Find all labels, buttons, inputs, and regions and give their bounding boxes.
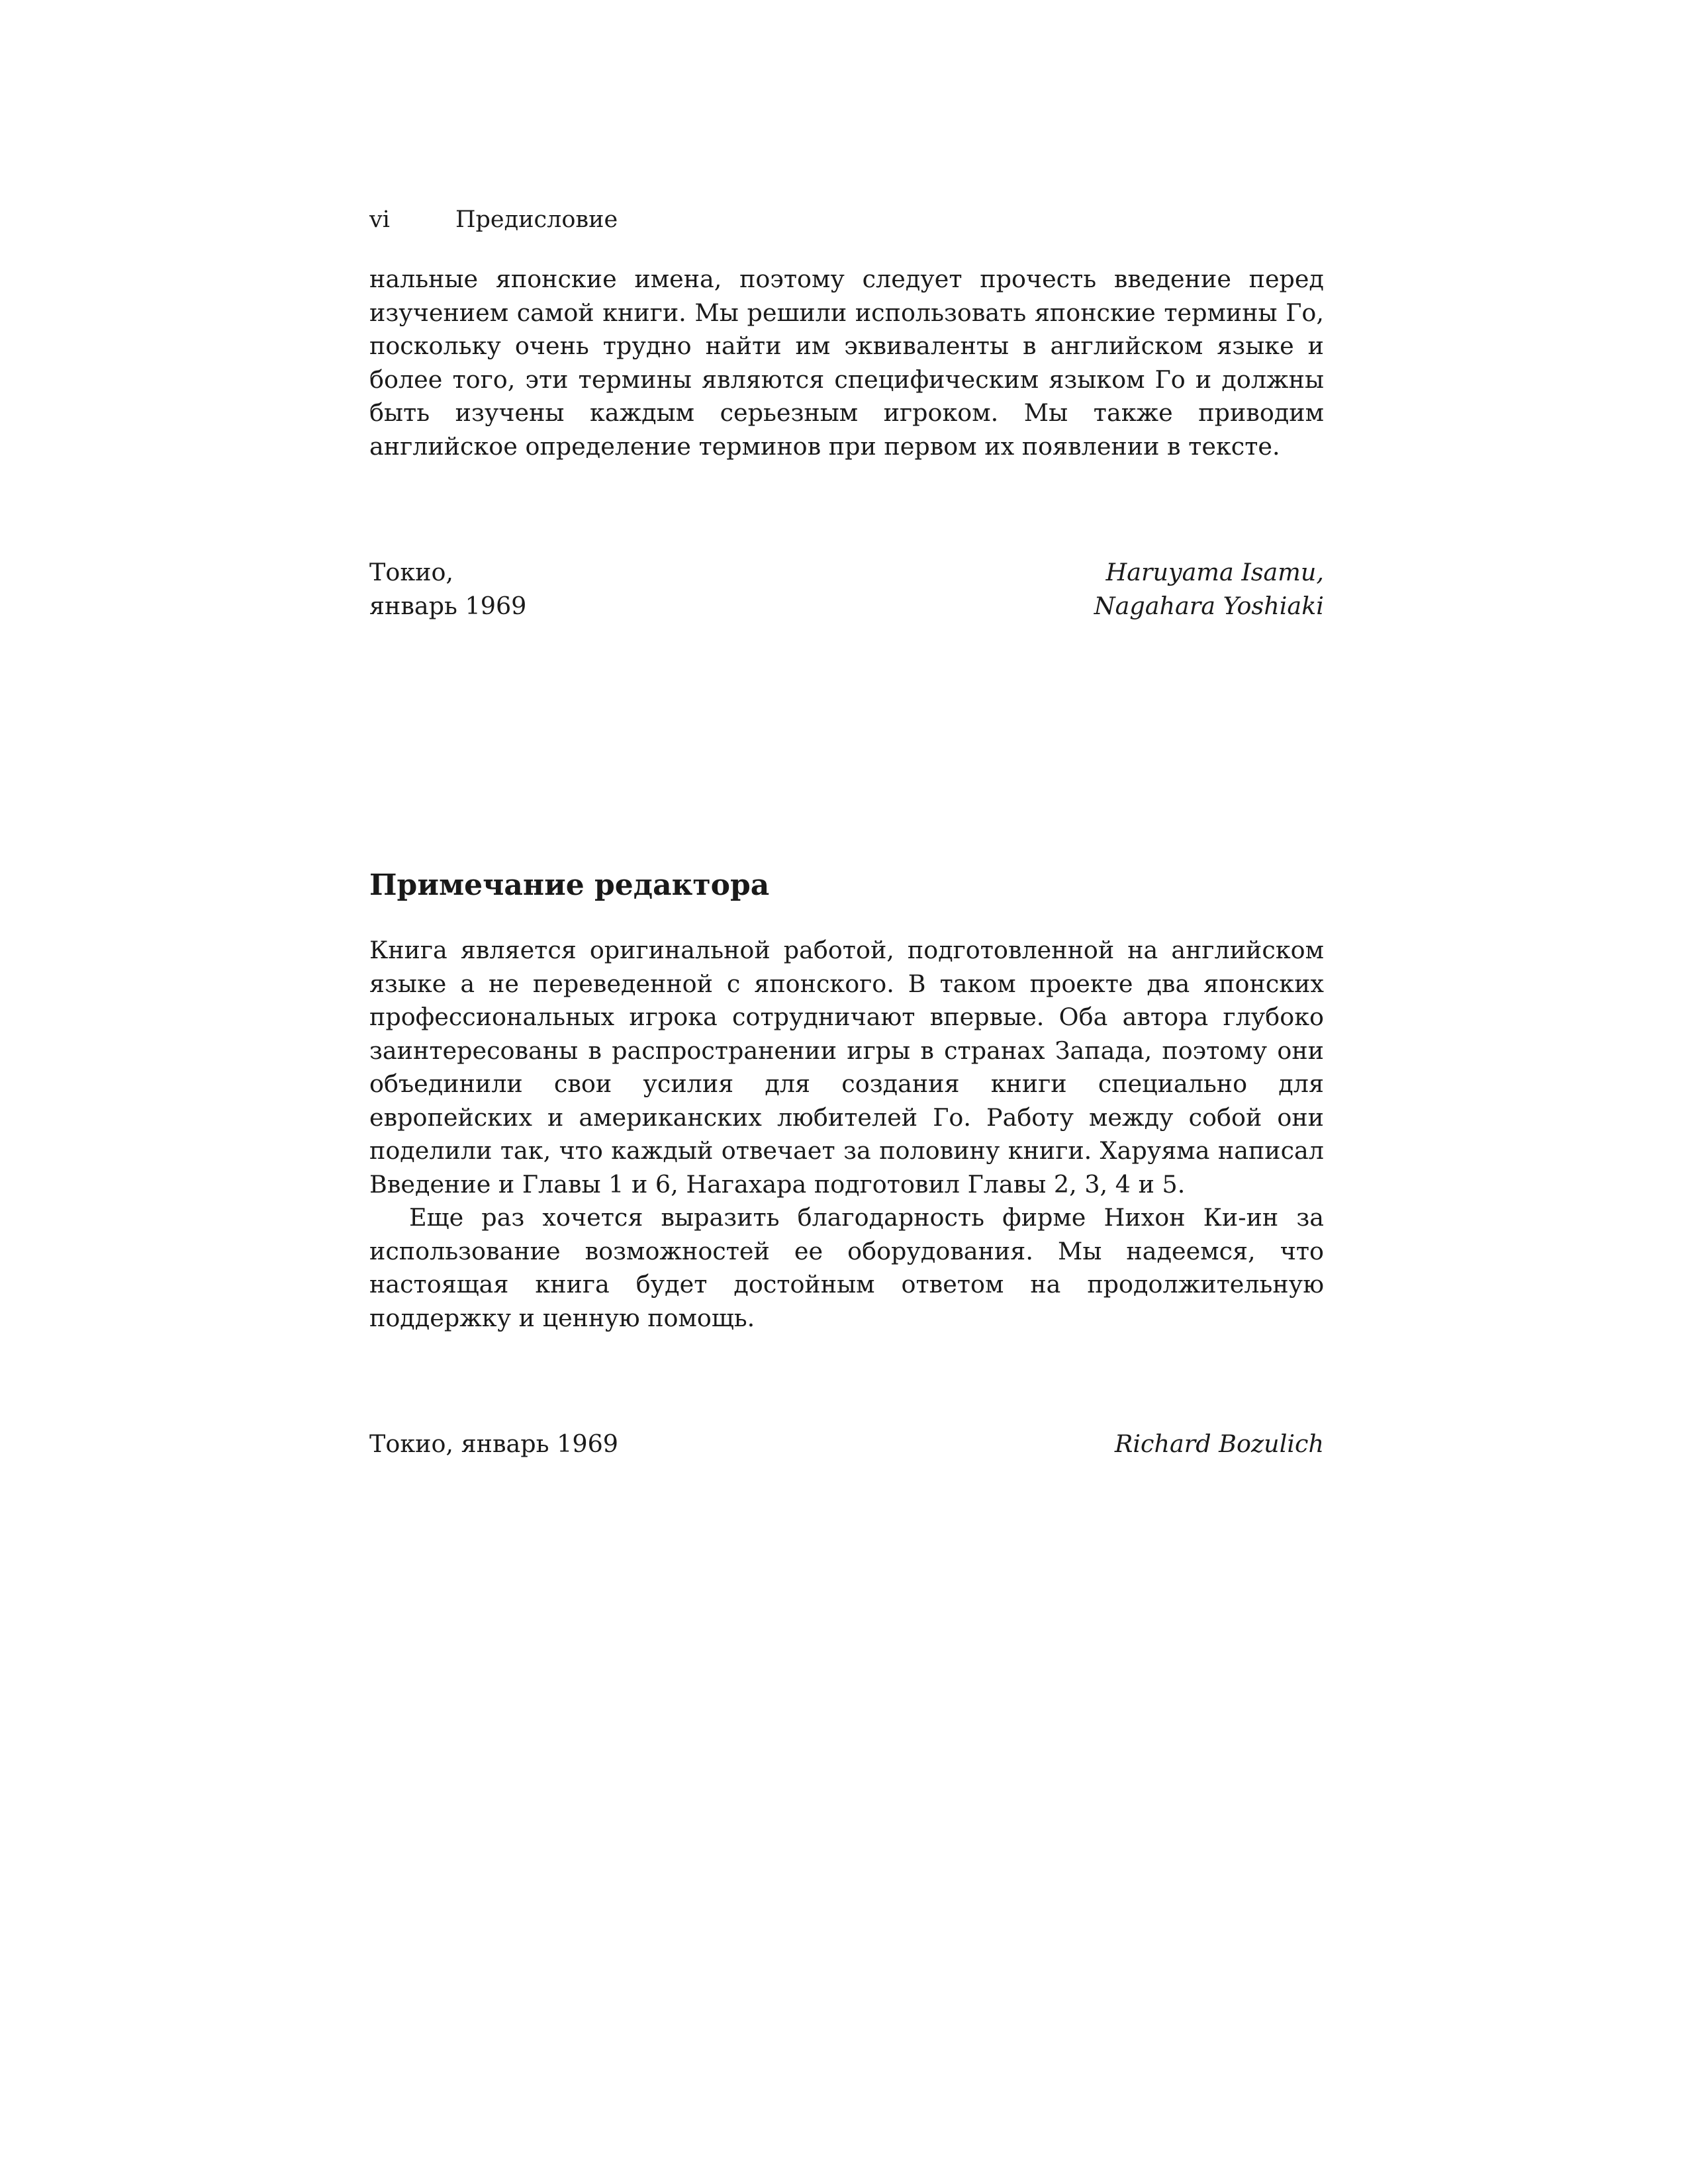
editor-signature-author: Richard Bozulich	[1114, 1430, 1324, 1458]
preface-paragraph: нальные японские имена, поэтому следует прочесть введение перед изучением самой книги. Мы решили использовать японские термины Го, поскольку очень трудно найти им эквиваленты в английском языке и более того, эти термины являются специфическим языком Го и должны быть изучены каждым серьезным игроком. Мы также приводим английское определение терминов при первом их появлении в тексте.	[369, 265, 1324, 461]
preface-place: Токио,	[369, 558, 454, 586]
editor-note-body	[369, 934, 1324, 1335]
page-number: vi	[369, 206, 390, 233]
running-header	[369, 205, 618, 234]
section-title: Примечание редактора	[369, 868, 770, 902]
preface-continuation	[369, 263, 1324, 463]
editor-paragraph-1: Книга является оригинальной работой, подготовленной на английском языке а не переведенной с японского. В таком проекте два японских профессиональных игрока сотрудничают впервые. Оба автора глубоко заинтересованы в распространении игры в странах Запада, поэтому они объединили свои усилия для создания книги специально для европейских и американских любителей Го. Работу между собой они поделили так, что каждый отвечает за половину книги. Харуяма написал Введение и Главы 1 и 6, Нагахара подготовил Главы 2, 3, 4 и 5.	[369, 936, 1324, 1199]
running-title: Предисловие	[455, 206, 618, 233]
editor-paragraph-2: Еще раз хочется выразить благодарность фирме Нихон Ки-ин за использование возможностей ее оборудования. Мы надеемся, что настоящая книга будет достойным ответом на продолжительную поддержку и ценную помощь.	[369, 1203, 1324, 1332]
preface-author-1: Haruyama Isamu,	[1105, 558, 1324, 586]
editor-signature-place-date: Токио, январь 1969	[369, 1430, 619, 1458]
preface-signature-authors	[1094, 556, 1324, 623]
preface-date: январь 1969	[369, 591, 527, 620]
preface-author-2: Nagahara Yoshiaki	[1094, 591, 1324, 620]
preface-signature-place	[369, 556, 526, 623]
